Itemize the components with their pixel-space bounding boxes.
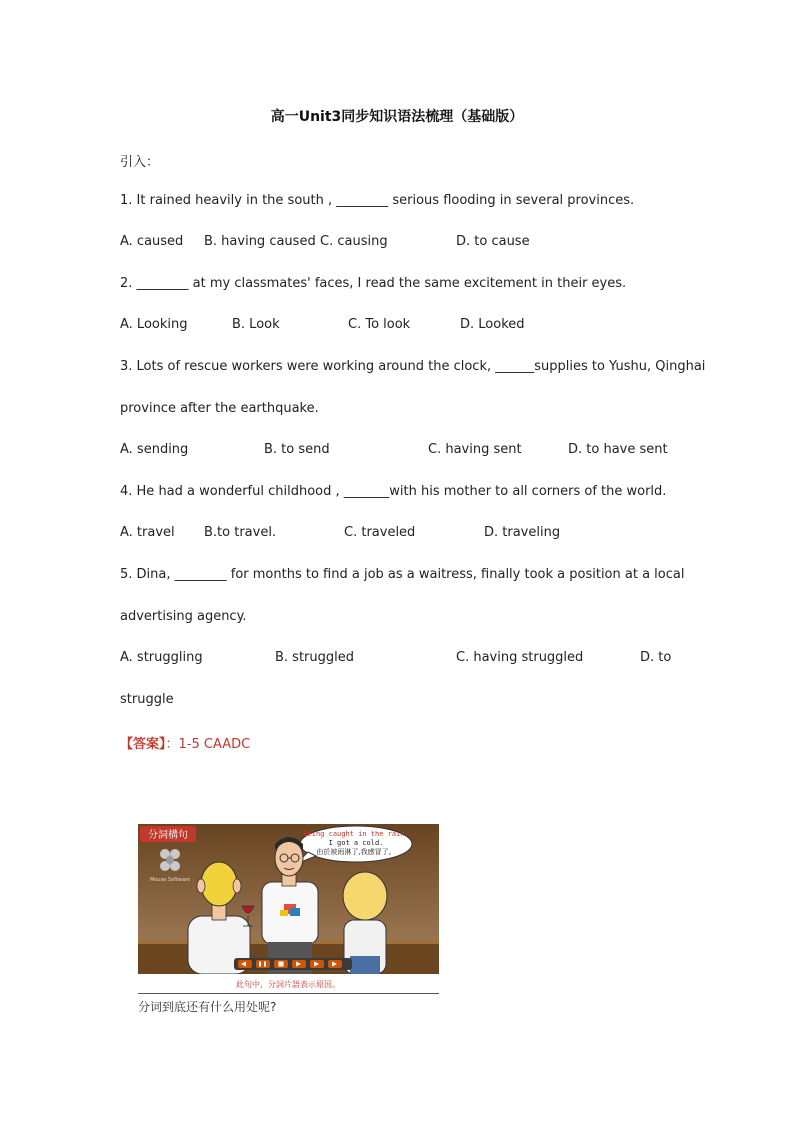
cartoon-figure bbox=[138, 824, 439, 994]
question-5-stem-line-2: advertising agency. bbox=[120, 609, 247, 624]
option-a: A. struggling bbox=[120, 650, 203, 665]
option-b: B. struggled bbox=[275, 650, 355, 665]
question-2-stem: 2. ________ at my classmates' faces, I read the same excitement in their eyes. bbox=[120, 276, 627, 291]
bubble-chinese: 由於被雨淋了,我感冒了。 bbox=[316, 848, 396, 856]
option-c: C. causing bbox=[320, 234, 388, 249]
question-1-options bbox=[120, 234, 680, 254]
pause-icon[interactable] bbox=[256, 960, 270, 968]
question-3-options bbox=[120, 442, 680, 462]
question-5-options bbox=[120, 650, 680, 670]
option-d: D. Looked bbox=[460, 317, 525, 332]
option-a: A. caused bbox=[120, 234, 184, 249]
answer-label: 【答案】 bbox=[120, 737, 166, 752]
option-c: C. having struggled bbox=[456, 650, 584, 665]
option-b: B. Look bbox=[232, 317, 280, 332]
figure-caption: 分词到底还有什么用处呢? bbox=[138, 1000, 277, 1014]
option-a: A. travel bbox=[120, 525, 175, 540]
answer-line bbox=[120, 733, 250, 752]
question-3-stem-line-2: province after the earthquake. bbox=[120, 401, 319, 416]
option-b: B. having caused bbox=[204, 234, 316, 249]
page-title: 高一Unit3同步知识语法梳理（基础版） bbox=[270, 109, 524, 125]
option-a: A. sending bbox=[120, 442, 189, 457]
option-c: C. To look bbox=[348, 317, 411, 332]
bubble-english-line-1: Being caught in the rain, bbox=[303, 830, 409, 838]
question-1-stem: 1. It rained heavily in the south , ________ serious flooding in several provinces. bbox=[120, 193, 635, 208]
option-d: D. traveling bbox=[484, 525, 561, 540]
option-d: D. to have sent bbox=[568, 442, 668, 457]
question-4-stem: 4. He had a wonderful childhood , _______with his mother to all corners of the world. bbox=[120, 484, 667, 499]
option-d: D. to cause bbox=[456, 234, 530, 249]
option-c: C. having sent bbox=[428, 442, 522, 457]
answer-text: ：1-5 CAADC bbox=[165, 737, 251, 752]
figure-subtitle: 此句中，分詞片語表示原因。 bbox=[236, 980, 340, 989]
svg-text:Mouse Software: Mouse Software bbox=[150, 877, 190, 883]
option-b: B.to travel. bbox=[204, 525, 277, 540]
question-5-stem-line-1: 5. Dina, ________ for months to find a job as a waitress, finally took a position at a local bbox=[120, 567, 685, 582]
question-4-options bbox=[120, 525, 680, 545]
media-controls bbox=[234, 958, 352, 970]
intro-label: 引入： bbox=[120, 155, 160, 170]
cartoon-illustration bbox=[138, 824, 439, 994]
question-5-option-wrap: struggle bbox=[120, 692, 174, 707]
question-3-stem-line-1: 3. Lots of rescue workers were working around the clock, ______supplies to Yushu, Qinghai bbox=[120, 359, 706, 374]
tag-text: 分詞構句 bbox=[148, 830, 188, 841]
question-2-options bbox=[120, 317, 680, 337]
bubble-english-line-2: I got a cold. bbox=[328, 839, 384, 847]
option-d: D. to bbox=[640, 650, 672, 665]
option-c: C. traveled bbox=[344, 525, 416, 540]
option-a: A. Looking bbox=[120, 317, 188, 332]
option-b: B. to send bbox=[264, 442, 330, 457]
figure-divider bbox=[138, 993, 439, 994]
